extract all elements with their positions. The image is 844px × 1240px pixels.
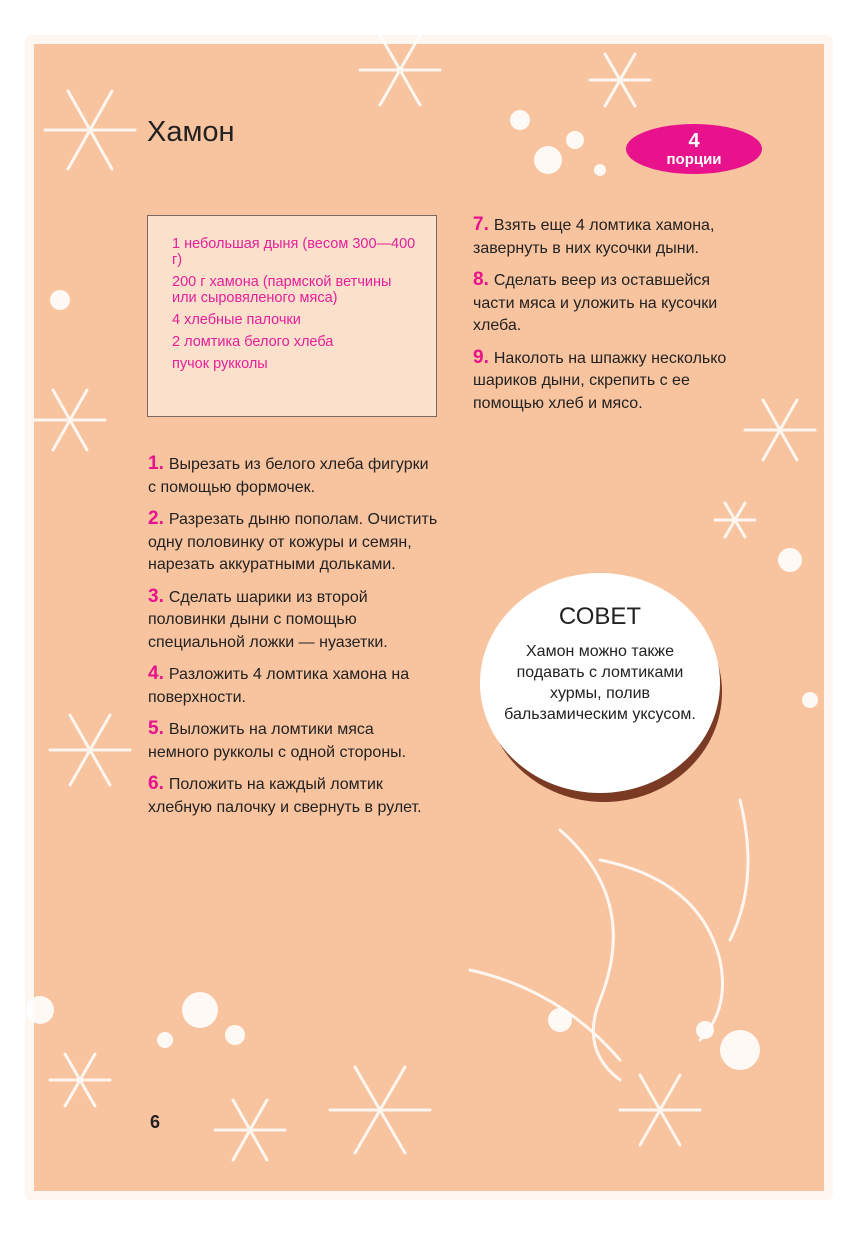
step-text: Положить на каждый ломтик хлебную палочку и свернуть в рулет. <box>148 776 422 816</box>
step-text: Сделать веер из оставшейся части мяса и уложить на кусочки хлеба. <box>473 272 718 334</box>
ingredient-item: 200 г хамона (пармской ветчины или сыровяленого мяса) <box>172 274 392 306</box>
step-item <box>148 773 438 819</box>
page-number: 6 <box>150 1112 161 1132</box>
step-text: Сделать шарики из второй половинки дыни с помощью специальной ложки — нуазетки. <box>148 588 388 651</box>
steps-column-right <box>473 214 748 424</box>
step-number: 1. <box>148 453 164 474</box>
step-text: Взять еще 4 ломтика хамона, завернуть в них кусочки дыни. <box>473 217 715 257</box>
tip-title: СОВЕТ <box>558 603 642 630</box>
step-item <box>148 663 438 709</box>
step-number: 6. <box>148 773 164 794</box>
step-number: 8. <box>473 269 489 290</box>
step-text: Вырезать из белого хлеба фигурки с помощью формочек. <box>148 456 429 496</box>
step-item <box>473 214 748 260</box>
step-number: 5. <box>148 718 164 739</box>
step-number: 3. <box>148 585 164 607</box>
step-number: 9. <box>473 346 489 368</box>
portions-badge <box>626 124 762 174</box>
step-item <box>473 347 748 416</box>
ingredient-item: 4 хлебные палочки <box>172 312 301 328</box>
recipe-title: Хамон <box>147 116 235 148</box>
step-item <box>148 586 438 655</box>
step-item <box>148 453 438 499</box>
step-item <box>148 508 438 577</box>
tip-circle <box>480 573 720 793</box>
step-number: 4. <box>148 663 164 684</box>
step-number: 2. <box>148 508 164 529</box>
ingredient-item: пучок рукколы <box>172 356 268 372</box>
step-item <box>148 718 438 764</box>
step-text: Разложить 4 ломтика хамона на поверхности. <box>148 666 410 706</box>
portions-number: 4 <box>688 130 700 152</box>
ingredients-box <box>147 215 437 417</box>
step-text: Выложить на ломтики мяса немного рукколы с одной стороны. <box>148 721 407 761</box>
steps-column-left <box>148 453 438 828</box>
ingredient-item: 2 ломтика белого хлеба <box>172 334 334 350</box>
step-item <box>473 269 748 338</box>
ingredient-item: 1 небольшая дыня (весом 300—400 г) <box>172 236 416 268</box>
tip-text: Хамон можно также подавать с ломтиками хурмы, полив бальзамическим уксусом. <box>504 643 696 723</box>
step-text: Разрезать дыню пополам. Очистить одну половинку от кожуры и семян, нарезать аккуратными дольками. <box>148 511 438 573</box>
step-text: Наколоть на шпажку несколько шариков дыни, скрепить с ее помощью хлеб и мясо. <box>473 349 727 412</box>
portions-label: порции <box>666 151 722 168</box>
step-number: 7. <box>473 214 489 235</box>
